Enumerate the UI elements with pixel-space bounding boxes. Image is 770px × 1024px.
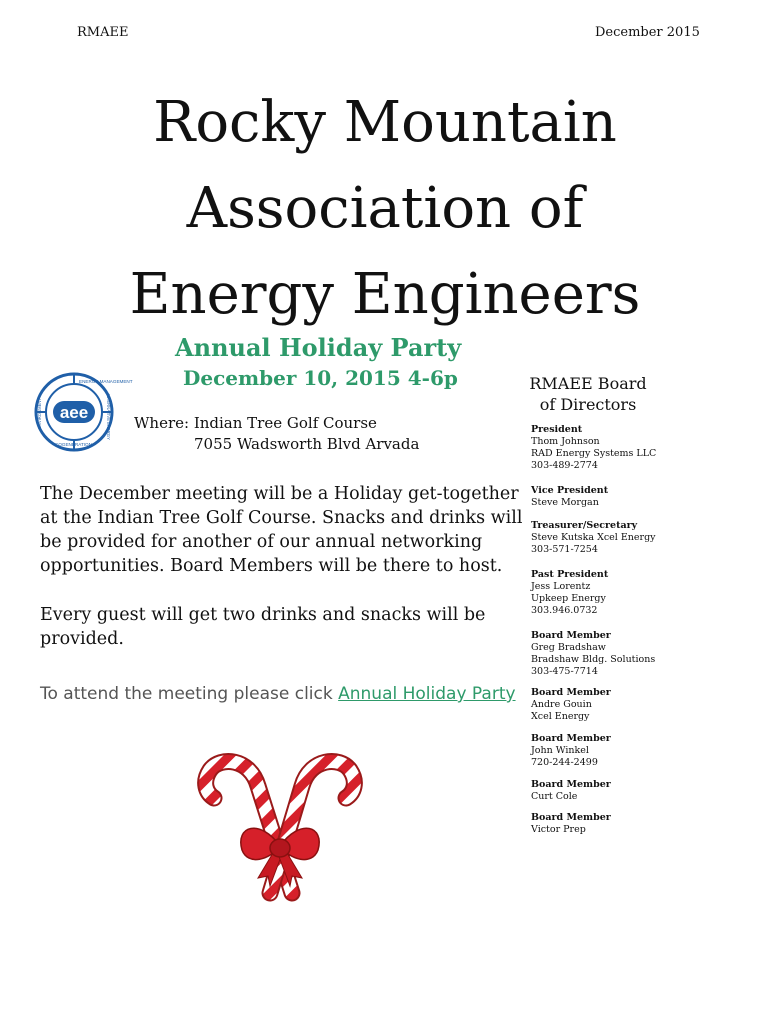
logo-bottom-text: COGENERATION	[55, 442, 92, 447]
logo-right-text: ALTERNATIVE ENERGY	[106, 393, 111, 440]
board-member-role: Vice President	[531, 485, 609, 496]
board-member-role: Board Member	[531, 630, 611, 641]
board-member	[531, 812, 611, 836]
board-member	[531, 520, 656, 556]
board-member	[531, 630, 655, 678]
board-member-detail: Thom Johnson	[531, 436, 600, 447]
logo-brand-text: aee	[59, 403, 89, 422]
board-member-detail: 303-475-7714	[531, 666, 598, 677]
board-member-role: Board Member	[531, 779, 611, 790]
board-member-detail: John Winkel	[531, 745, 589, 756]
logo-top-text: ENERGY MANAGEMENT	[79, 379, 133, 384]
board-member-role: Past President	[531, 569, 609, 580]
board-member-detail: Bradshaw Bldg. Solutions	[531, 654, 656, 665]
board-member	[531, 687, 611, 723]
event-location	[134, 413, 419, 455]
board-member-detail: 303-489-2774	[531, 460, 598, 471]
board-member-role: Board Member	[531, 812, 611, 823]
board-member-role: Board Member	[531, 733, 611, 744]
board-member-role: President	[531, 424, 583, 435]
board-member-detail: Andre Gouin	[531, 699, 592, 710]
guest-note: Every guest will get two drinks and snacks will be provided.	[40, 605, 486, 649]
board-member-detail: 720-244-2499	[531, 757, 598, 768]
board-member-detail: Victor Prep	[531, 824, 586, 835]
header-left: RMAEE	[77, 25, 129, 40]
page-title	[0, 80, 770, 338]
where-line-1: Where: Indian Tree Golf Course	[134, 414, 377, 432]
attend-prefix: To attend the meeting please click	[40, 684, 339, 704]
board-member-detail: 303.946.0732	[531, 605, 598, 616]
aee-logo	[33, 371, 133, 453]
board-member-detail: Jess Lorentz	[531, 581, 591, 592]
logo-left-text: ENVIRONMENT	[37, 398, 42, 429]
board-heading	[528, 373, 648, 415]
candy-cane-image	[190, 738, 375, 903]
board-heading-line-2: of Directors	[539, 395, 637, 414]
event-title: Annual Holiday Party	[175, 333, 462, 362]
board-member	[531, 424, 656, 472]
title-line-1: Rocky Mountain	[153, 90, 617, 155]
annual-holiday-party-link[interactable]: Annual Holiday Party	[338, 684, 516, 704]
board-member-detail: RAD Energy Systems LLC	[531, 448, 657, 459]
board-member-detail: Greg Bradshaw	[531, 642, 606, 653]
board-member-role: Board Member	[531, 687, 611, 698]
meeting-description: The December meeting will be a Holiday get-together at the Indian Tree Golf Course. Snacks and drinks will be provided for another of our annual networking opportunities. Board Members will be there to host.	[40, 484, 523, 576]
header-right: December 2015	[595, 25, 700, 40]
board-heading-line-1: RMAEE Board	[529, 374, 647, 393]
board-member	[531, 569, 608, 617]
board-member-detail: Curt Cole	[531, 791, 578, 802]
board-member-detail: Steve Morgan	[531, 497, 599, 508]
board-member-detail: 303-571-7254	[531, 544, 598, 555]
board-member-detail: Steve Kutska Xcel Energy	[531, 532, 656, 543]
board-member	[531, 485, 608, 509]
where-line-2: 7055 Wadsworth Blvd Arvada	[194, 435, 420, 453]
board-member	[531, 733, 611, 769]
event-date: December 10, 2015 4-6p	[183, 366, 458, 390]
attend-line	[40, 684, 516, 704]
board-member-detail: Xcel Energy	[531, 711, 590, 722]
board-member-detail: Upkeep Energy	[531, 593, 606, 604]
title-line-2: Association of	[186, 176, 584, 241]
board-member-role: Treasurer/Secretary	[531, 520, 638, 531]
title-line-3: Energy Engineers	[129, 262, 641, 327]
board-member	[531, 779, 611, 803]
